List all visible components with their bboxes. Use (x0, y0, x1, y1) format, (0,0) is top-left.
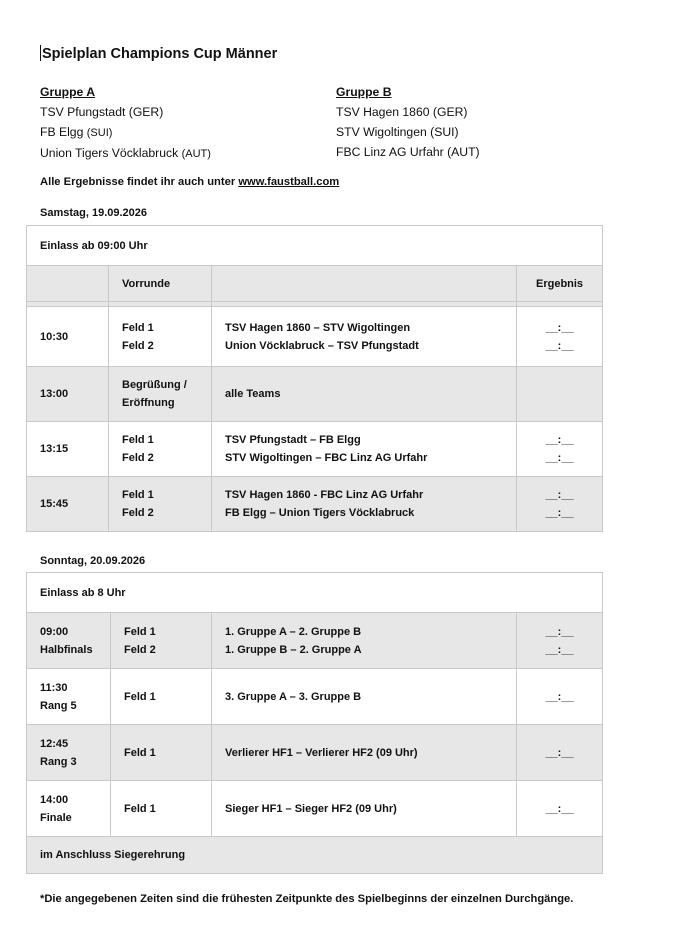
table-row (27, 781, 603, 837)
group-b-team: TSV Hagen 1860 (GER) (336, 105, 468, 119)
result-cell (517, 367, 603, 422)
field-cell: Feld 1 Feld 2 (109, 422, 212, 477)
field-cell: Begrüßung / Eröffnung (109, 367, 212, 422)
match-cell: TSV Pfungstadt – FB Elgg STV Wigoltingen – FBC Linz AG Urfahr (212, 422, 517, 477)
time-cell: 14:00 Finale (27, 781, 111, 837)
table-row (27, 573, 603, 613)
footnote: *Die angegebenen Zeiten sind die frühesten Zeitpunkte des Spielbeginns der einzelnen Durchgänge. (40, 893, 574, 905)
result-header: Ergebnis (517, 266, 603, 302)
time-cell: 15:45 (27, 477, 109, 532)
result-cell[interactable]: __:__ __:__ (517, 477, 603, 532)
match-cell: Verlierer HF1 – Verlierer HF2 (09 Uhr) (212, 725, 517, 781)
match-cell: TSV Hagen 1860 - FBC Linz AG Urfahr FB Elgg – Union Tigers Vöcklabruck (212, 477, 517, 532)
table-row (27, 613, 603, 669)
group-b (336, 82, 480, 162)
table-header-row (27, 266, 603, 302)
faustball-link[interactable]: www.faustball.com (238, 176, 340, 188)
group-a-team: TSV Pfungstadt (GER) (40, 105, 164, 119)
match-cell: TSV Hagen 1860 – STV Wigoltingen Union Vöcklabruck – TSV Pfungstadt (212, 307, 517, 367)
time-cell: 09:00 Halbfinals (27, 613, 111, 669)
result-cell[interactable]: __:__ __:__ (517, 613, 603, 669)
field-cell: Feld 1 (111, 725, 212, 781)
field-cell: Feld 1 Feld 2 (109, 477, 212, 532)
sunday-schedule-table (26, 572, 603, 874)
result-cell[interactable]: __:__ (517, 781, 603, 837)
results-note: Alle Ergebnisse findet ihr auch unter www.faustball.com (40, 176, 340, 188)
result-cell[interactable]: __:__ (517, 669, 603, 725)
group-a-team: Union Tigers Vöcklabruck (AUT) (40, 146, 211, 160)
table-row (27, 837, 603, 874)
closing-note: im Anschluss Siegerehrung (27, 837, 603, 874)
group-a-team: FB Elgg (SUI) (40, 125, 113, 139)
table-row (27, 367, 603, 422)
table-row (27, 307, 603, 367)
saturday-schedule-table (26, 225, 603, 532)
field-cell: Feld 1 (111, 781, 212, 837)
group-b-team: FBC Linz AG Urfahr (AUT) (336, 145, 480, 159)
result-cell[interactable]: __:__ __:__ (517, 422, 603, 477)
table-row (27, 725, 603, 781)
text-cursor (40, 45, 41, 61)
group-a (40, 82, 211, 164)
group-a-heading: Gruppe A (40, 85, 96, 99)
time-cell: 12:45 Rang 3 (27, 725, 111, 781)
match-cell: alle Teams (212, 367, 517, 422)
page-title: Spielplan Champions Cup Männer (42, 46, 278, 62)
result-cell[interactable]: __:__ __:__ (517, 307, 603, 367)
field-cell: Feld 1 Feld 2 (109, 307, 212, 367)
time-cell: 13:00 (27, 367, 109, 422)
sunday-date: Sonntag, 20.09.2026 (40, 555, 146, 567)
match-cell: Sieger HF1 – Sieger HF2 (09 Uhr) (212, 781, 517, 837)
saturday-date: Samstag, 19.09.2026 (40, 207, 148, 219)
group-b-team: STV Wigoltingen (SUI) (336, 125, 459, 139)
match-cell: 1. Gruppe A – 2. Gruppe B 1. Gruppe B – 2. Gruppe A (212, 613, 517, 669)
group-b-heading: Gruppe B (336, 85, 392, 99)
field-cell: Feld 1 (111, 669, 212, 725)
round-header: Vorrunde (109, 266, 212, 302)
entry-note: Einlass ab 8 Uhr (27, 573, 603, 613)
table-row (27, 477, 603, 532)
time-cell: 10:30 (27, 307, 109, 367)
field-cell: Feld 1 Feld 2 (111, 613, 212, 669)
time-cell: 11:30 Rang 5 (27, 669, 111, 725)
time-cell: 13:15 (27, 422, 109, 477)
table-row (27, 422, 603, 477)
result-cell[interactable]: __:__ (517, 725, 603, 781)
table-row (27, 669, 603, 725)
match-cell: 3. Gruppe A – 3. Gruppe B (212, 669, 517, 725)
table-row (27, 226, 603, 266)
entry-note: Einlass ab 09:00 Uhr (27, 226, 603, 266)
